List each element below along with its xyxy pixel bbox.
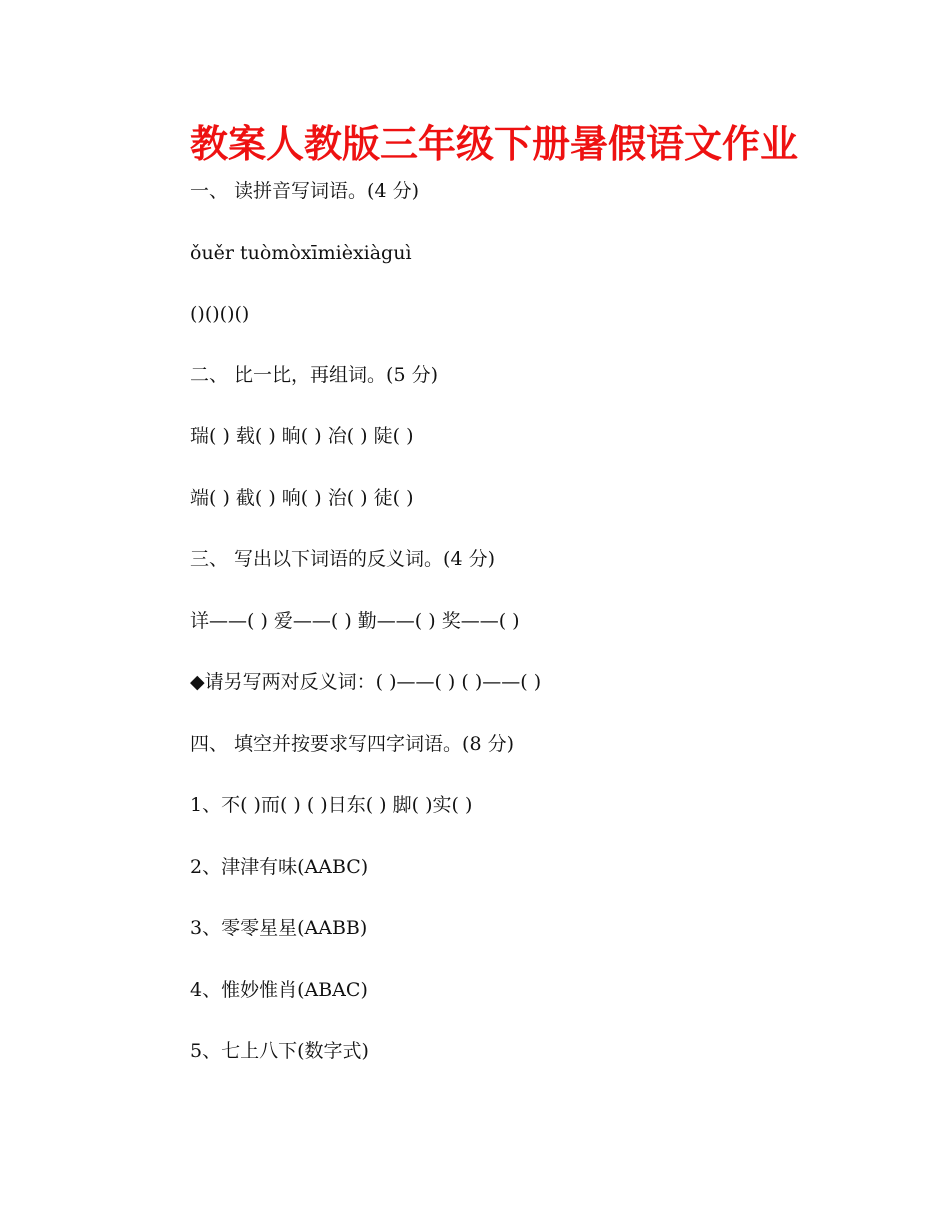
idiom-item-4: 4、惟妙惟肖(ABAC) (190, 979, 368, 1001)
compare-line-1: 瑞( ) 载( ) 晌( ) 冶( ) 陡( ) (190, 425, 414, 447)
idiom-item-5: 5、七上八下(数字式) (190, 1040, 369, 1062)
idiom-item-1: 1、不( )而( ) ( )日东( ) 脚( )实( ) (190, 794, 473, 816)
idiom-item-2: 2、津津有味(AABC) (190, 856, 369, 878)
section-1-heading: 一、 读拼音写词语。(4 分) (190, 180, 419, 202)
section-4-heading: 四、 填空并按要求写四字词语。(8 分) (190, 733, 514, 755)
antonym-line: 详——( ) 爱——( ) 勤——( ) 奖——( ) (190, 610, 520, 632)
section-3-heading: 三、 写出以下词语的反义词。(4 分) (190, 548, 495, 570)
blank-answer-line: ()()()() (190, 303, 250, 325)
document-title: 教案人教版三年级下册暑假语文作业 (190, 122, 799, 166)
idiom-item-3: 3、零零星星(AABB) (190, 917, 368, 939)
extra-antonym-line: ◆请另写两对反义词：( )——( ) ( )——( ) (190, 671, 542, 693)
compare-line-2: 端( ) 截( ) 响( ) 治( ) 徒( ) (190, 487, 414, 509)
section-2-heading: 二、 比一比，再组词。(5 分) (190, 364, 438, 386)
pinyin-line: ǒuěr tuòmòxīmièxiàguì (190, 242, 412, 264)
